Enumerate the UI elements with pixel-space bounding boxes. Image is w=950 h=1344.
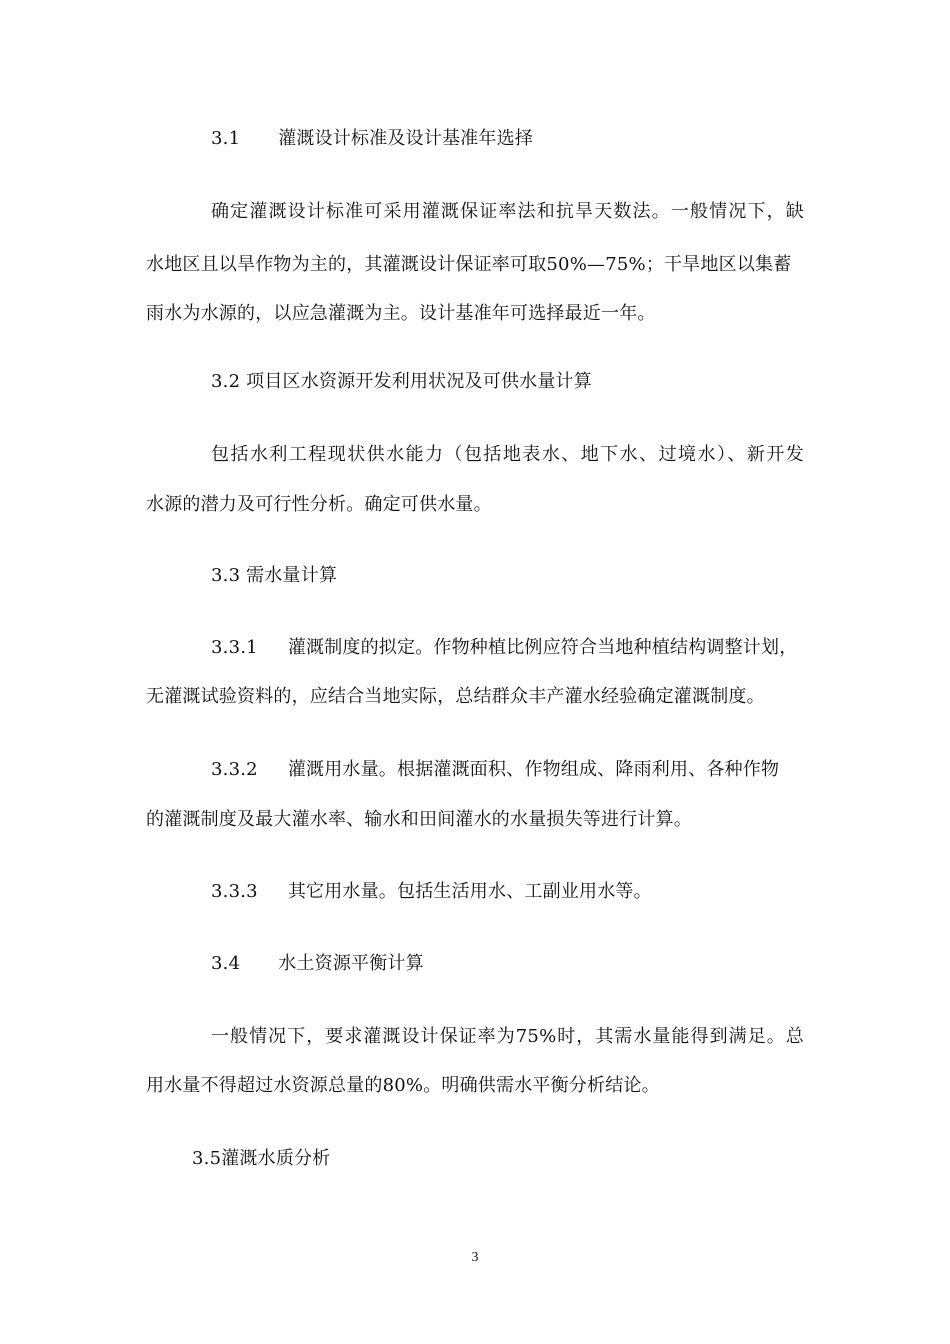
section-3-3-2-paragraph-first: 灌溉用水量。根据灌溉面积、作物组成、降雨利用、各种作物 — [287, 759, 780, 780]
section-3-1-number: 3.1 — [211, 128, 241, 149]
section-3-3-3-number: 3.3.3 — [211, 881, 258, 902]
section-3-5-heading: 3.5灌溉水质分析 — [192, 1148, 331, 1169]
section-3-1-paragraph-line-1: 确定灌溉设计标准可采用灌溉保证率法和抗旱天数法。一般情况下，缺 — [211, 201, 804, 222]
section-3-3-1-paragraph-first: 灌溉制度的拟定。作物种植比例应符合当地种植结构调整计划， — [287, 637, 798, 658]
page-number: 3 — [471, 1250, 479, 1265]
section-3-1-paragraph-line-2: 水地区且以旱作物为主的，其灌溉设计保证率可取50%—75%；干旱地区以集蓄 — [146, 254, 792, 275]
section-3-3-2-number: 3.3.2 — [211, 759, 258, 780]
section-3-4-number: 3.4 — [211, 953, 241, 974]
section-3-4-paragraph-line-1: 一般情况下，要求灌溉设计保证率为75%时，其需水量能得到满足。总 — [211, 1026, 804, 1047]
section-3-2-paragraph-line-1: 包括水利工程现状供水能力（包括地表水、地下水、过境水）、新开发 — [211, 444, 804, 465]
section-3-2-heading: 3.2 项目区水资源开发利用状况及可供水量计算 — [211, 371, 592, 392]
section-3-3-1-number: 3.3.1 — [211, 637, 258, 658]
section-3-3-heading: 3.3 需水量计算 — [211, 565, 338, 586]
section-3-3-3-paragraph-first: 其它用水量。包括生活用水、工副业用水等。 — [287, 881, 652, 902]
section-3-1-heading — [211, 127, 533, 151]
section-3-4-title: 水土资源平衡计算 — [278, 953, 424, 974]
section-3-3-2-line-2: 的灌溉制度及最大灌水率、输水和田间灌水的水量损失等进行计算。 — [146, 809, 692, 830]
section-3-3-1-line-2: 无灌溉试验资料的，应结合当地实际，总结群众丰产灌水经验确定灌溉制度。 — [146, 686, 765, 707]
section-3-1-paragraph-line-3: 雨水为水源的，以应急灌溉为主。设计基准年可选择最近一年。 — [146, 303, 656, 324]
section-3-3-1-line-1 — [211, 636, 804, 660]
section-3-1-title: 灌溉设计标准及设计基准年选择 — [278, 128, 534, 149]
section-3-3-3-line-1 — [211, 880, 652, 904]
section-3-3-2-line-1 — [211, 758, 804, 782]
section-3-2-paragraph-line-2: 水源的潜力及可行性分析。确定可供水量。 — [146, 494, 492, 515]
section-3-4-paragraph-line-2: 用水量不得超过水资源总量的80%。明确供需水平衡分析结论。 — [146, 1075, 660, 1096]
section-3-4-heading — [211, 952, 424, 976]
